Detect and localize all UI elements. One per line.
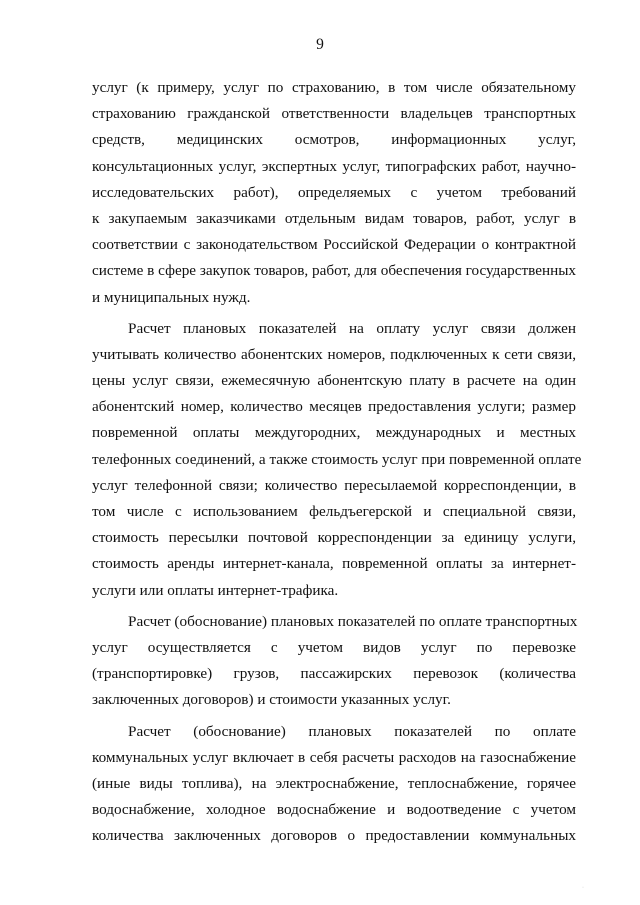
- text-line: и муниципальных нужд.: [92, 288, 251, 306]
- text-line: Расчет (обоснование) плановых показателей по оплате транспортных: [128, 612, 578, 630]
- text-line: абонентский номер, количество месяцев предоставления услуги; размер: [92, 398, 576, 416]
- text-line: консультационных услуг, экспертных услуг, типографских работ, научно-: [92, 157, 576, 175]
- text-line: Расчет (обоснование) плановых показателей по оплате: [128, 722, 576, 740]
- text-line: исследовательских работ), определяемых с учетом требований: [92, 183, 576, 201]
- text-line: Расчет плановых показателей на оплату услуг связи должен: [128, 319, 576, 337]
- text-line: (транспортировке) грузов, пассажирских перевозок (количества: [92, 665, 576, 683]
- text-line: коммунальных услуг включает в себя расчеты расходов на газоснабжение: [92, 748, 576, 766]
- text-line: соответствии с законодательством Российской Федерации о контрактной: [92, 236, 576, 254]
- text-line: услуги или оплаты интернет-трафика.: [92, 581, 339, 599]
- scan-speck: ·: [582, 885, 584, 891]
- text-line: количества заключенных договоров о предоставлении коммунальных: [92, 827, 576, 845]
- text-line: средств, медицинских осмотров, информационных услуг,: [92, 131, 576, 149]
- text-line: цены услуг связи, ежемесячную абонентскую плату в расчете на один: [92, 372, 576, 390]
- text-line: системе в сфере закупок товаров, работ, для обеспечения государственных: [92, 262, 576, 280]
- text-line: водоснабжение, холодное водоснабжение и водоотведение с учетом: [92, 801, 576, 819]
- text-line: страхованию гражданской ответственности владельцев транспортных: [92, 105, 576, 123]
- text-line: услуг осуществляется с учетом видов услуг по перевозке: [92, 638, 576, 656]
- text-line: телефонных соединений, а также стоимость услуг при повременной оплате: [92, 450, 582, 468]
- text-line: услуг телефонной связи; количество пересылаемой корреспонденции, в: [92, 476, 576, 494]
- document-body: [92, 75, 582, 849]
- text-line: (иные виды топлива), на электроснабжение, теплоснабжение, горячее: [92, 774, 576, 792]
- text-line: услуг (к примеру, услуг по страхованию, в том числе обязательному: [92, 79, 576, 96]
- text-line: стоимость пересылки почтовой корреспонденции за единицу услуги,: [92, 529, 576, 547]
- paragraph-2: [92, 316, 582, 604]
- text-line: том числе с использованием фельдъегерской и специальной связи,: [92, 503, 576, 520]
- page-number: 9: [316, 36, 324, 53]
- text-line: заключенных договоров) и стоимости указанных услуг.: [92, 691, 451, 709]
- paragraph-4: [92, 719, 576, 850]
- text-line: стоимость аренды интернет-канала, повременной оплаты за интернет-: [92, 555, 576, 573]
- text-line: повременной оплаты междугородних, международных и местных: [92, 424, 576, 442]
- text-line: к закупаемым заказчиками отдельным видам товаров, работ, услуг в: [92, 209, 576, 227]
- paragraph-3: [92, 609, 576, 714]
- paragraph-1: [92, 75, 576, 311]
- text-line: учитывать количество абонентских номеров, подключенных к сети связи,: [92, 345, 576, 363]
